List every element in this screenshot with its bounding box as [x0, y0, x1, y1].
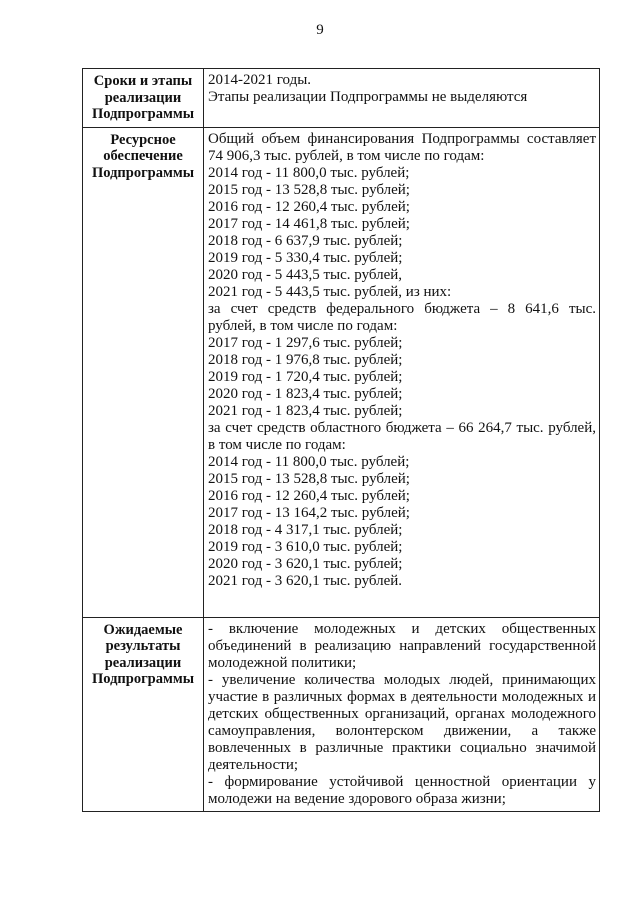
page-number: 9 — [316, 22, 324, 38]
result-item: - формирование устойчивой ценностной ориентации у молодежи на ведение здорового образа жизни; — [208, 773, 596, 807]
label-line: обеспечение — [103, 148, 183, 164]
federal-year-line: 2019 год - 1 720,4 тыс. рублей; — [208, 368, 403, 385]
label-line: Подпрограммы — [91, 671, 195, 687]
content-results — [204, 617, 600, 811]
total-year-line: 2020 год - 5 443,5 тыс. рублей, — [208, 266, 403, 283]
total-year-line: 2019 год - 5 330,4 тыс. рублей; — [208, 249, 403, 266]
regional-year-line: 2019 год - 3 610,0 тыс. рублей; — [208, 538, 403, 555]
table-row-resources — [83, 127, 600, 617]
label-timing — [83, 69, 204, 128]
regional-intro-line: за счет средств областного бюджета – 66 264,7 тыс. рублей, — [208, 419, 596, 436]
total-year-line: 2014 год - 11 800,0 тыс. рублей; — [208, 164, 410, 181]
label-line: Сроки и этапы — [93, 73, 193, 89]
timing-line: Этапы реализации Подпрограммы не выделяются — [208, 89, 528, 105]
total-year-line: 2017 год - 14 461,8 тыс. рублей; — [208, 215, 410, 232]
table-row-results — [83, 617, 600, 811]
regional-year-line: 2018 год - 4 317,1 тыс. рублей; — [208, 521, 403, 538]
label-results — [83, 617, 204, 811]
table-row-timing — [83, 69, 600, 128]
label-line: Ресурсное — [110, 131, 176, 148]
federal-year-line: 2018 год - 1 976,8 тыс. рублей; — [208, 351, 403, 368]
label-resources — [83, 127, 204, 617]
regional-year-line: 2015 год - 13 528,8 тыс. рублей; — [208, 470, 410, 487]
federal-year-line: 2021 год - 1 823,4 тыс. рублей; — [208, 402, 403, 419]
federal-intro-line: за счет средств федерального бюджета – 8 641,6 тыс. — [208, 300, 596, 317]
label-line: Ожидаемые — [103, 621, 183, 638]
federal-intro-line: рублей, в том числе по годам: — [208, 317, 398, 334]
funding-intro-line: 74 906,3 тыс. рублей, в том числе по годам: — [208, 147, 485, 164]
result-item: - включение молодежных и детских общественных объединений в реализацию направлений государственной молодежной политики; — [208, 620, 596, 671]
regional-year-line: 2016 год - 12 260,4 тыс. рублей; — [208, 487, 410, 504]
funding-intro-line: Общий объем финансирования Подпрограммы составляет — [208, 130, 596, 147]
label-line: реализации — [104, 89, 182, 106]
total-year-line: 2021 год - 5 443,5 тыс. рублей, из них: — [208, 283, 452, 300]
label-line: Подпрограммы — [91, 164, 195, 181]
label-line: реализации — [104, 654, 182, 671]
total-year-line: 2018 год - 6 637,9 тыс. рублей; — [208, 232, 403, 249]
result-item: - увеличение количества молодых людей, принимающих участие в различных формах в деятельности молодежных и детских общественных организаций, органах молодежного самоуправления, волонтерском движении, а также вовлеченных в различные практики социально значимой деятельности; — [208, 671, 596, 773]
regional-intro-line: в том числе по годам: — [208, 436, 346, 453]
subprogram-passport-table — [82, 68, 600, 812]
regional-year-line: 2020 год - 3 620,1 тыс. рублей; — [208, 555, 403, 572]
timing-line: 2014-2021 годы. — [208, 72, 312, 88]
regional-year-line: 2021 год - 3 620,1 тыс. рублей. — [208, 572, 403, 589]
label-line: Подпрограммы — [91, 106, 195, 122]
label-line: результаты — [105, 638, 181, 654]
regional-year-line: 2017 год - 13 164,2 тыс. рублей; — [208, 504, 410, 521]
federal-year-line: 2020 год - 1 823,4 тыс. рублей; — [208, 385, 403, 402]
federal-year-line: 2017 год - 1 297,6 тыс. рублей; — [208, 334, 403, 351]
cell-spacer — [208, 590, 596, 614]
content-resources — [204, 127, 600, 617]
total-year-line: 2015 год - 13 528,8 тыс. рублей; — [208, 181, 410, 198]
total-year-line: 2016 год - 12 260,4 тыс. рублей; — [208, 198, 410, 215]
regional-year-line: 2014 год - 11 800,0 тыс. рублей; — [208, 453, 410, 470]
content-timing — [204, 69, 600, 128]
